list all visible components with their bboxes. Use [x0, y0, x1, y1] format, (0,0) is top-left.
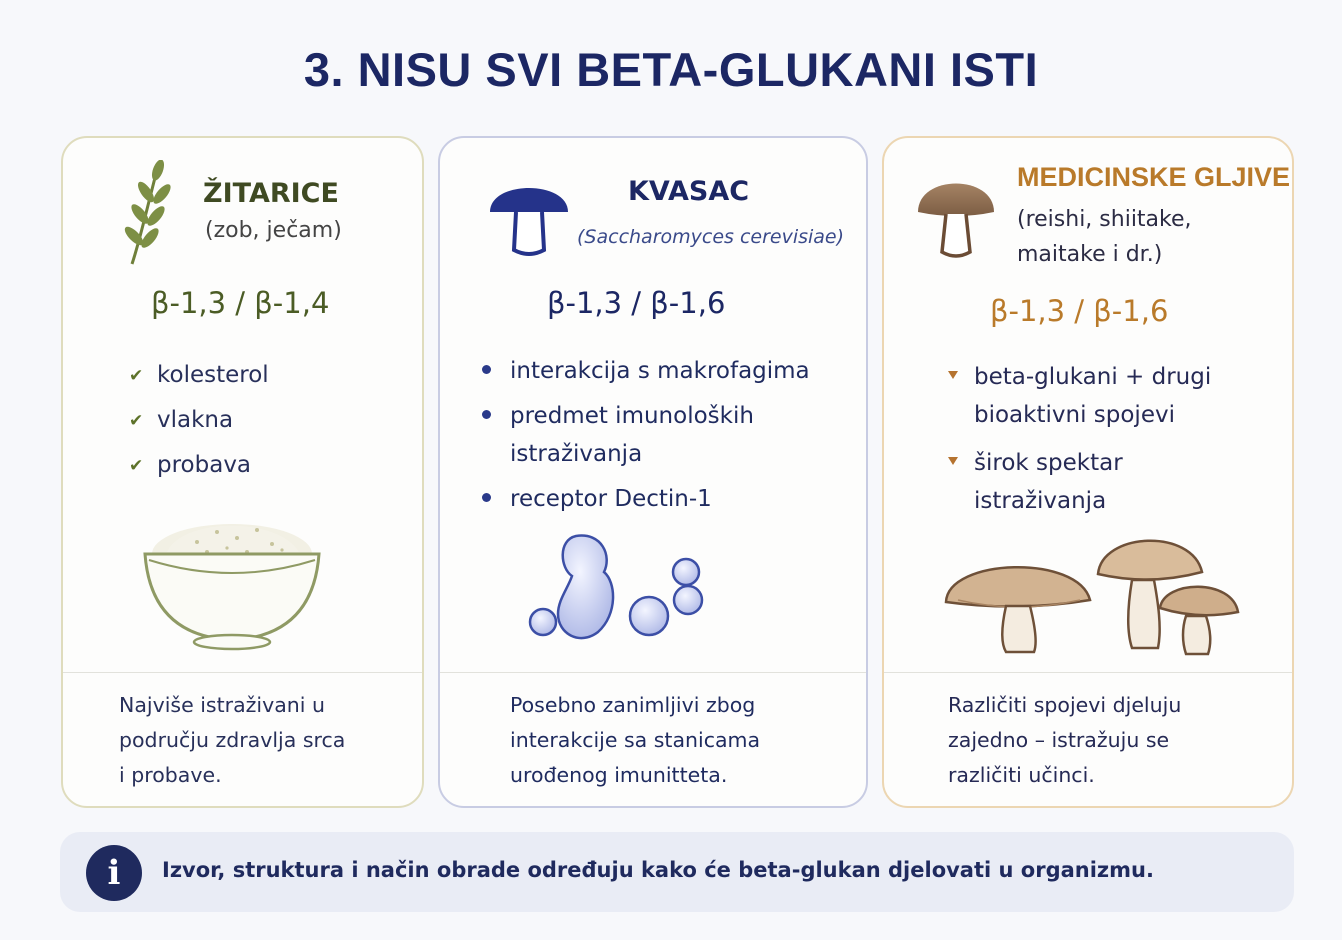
card-title: KVASAC [628, 176, 750, 207]
oat-bowl-illustration [137, 508, 327, 656]
card-yeast [438, 136, 868, 808]
list-item: receptor Dectin-1 [482, 480, 842, 518]
check-icon: ✔ [129, 411, 144, 431]
bullet-dot [482, 410, 491, 419]
check-icon: ✔ [129, 366, 144, 386]
card-divider [440, 672, 866, 673]
card-subtitle: (Saccharomyces cerevisiae) [577, 226, 845, 248]
card-note: Različiti spojevi djeluju zajedno – istražuju se različiti učinci. [948, 693, 1182, 787]
card-cereals [61, 136, 424, 808]
property-list [946, 358, 1266, 530]
card-note: Posebno zanimljivi zbog interakcije sa stanicama urođenog imunitteta. [510, 693, 761, 787]
card-divider [63, 672, 422, 673]
list-item: ✔ probava [129, 446, 409, 484]
glycosidic-linkage: β-1,3 / β-1,4 [151, 286, 330, 320]
card-medicinal-mushrooms [882, 136, 1294, 808]
glycosidic-linkage: β-1,3 / β-1,6 [990, 294, 1169, 328]
yeast-cells-illustration [524, 530, 724, 648]
property-list [482, 352, 842, 525]
list-item: širok spektar istraživanja [946, 444, 1266, 520]
card-subtitle: (reishi, shiitake, maitake i dr.) [1017, 207, 1192, 267]
info-icon: i [86, 845, 142, 901]
bullet-dot [482, 493, 491, 502]
wheat-icon [118, 160, 178, 268]
card-title: ŽITARICE [203, 178, 339, 209]
list-item: beta-glukani + drugi bioaktivni spojevi [946, 358, 1266, 434]
property-list [129, 356, 409, 491]
medicinal-mushrooms-illustration [942, 524, 1242, 660]
mushroom-icon [486, 168, 572, 258]
list-item: predmet imunoloških istraživanja [482, 397, 842, 473]
bullet-triangle [948, 371, 958, 379]
list-item: ✔ kolesterol [129, 356, 409, 394]
bullet-triangle [948, 457, 958, 465]
glycosidic-linkage: β-1,3 / β-1,6 [547, 286, 726, 320]
info-text: Izvor, struktura i način obrade određuju kako će beta-glukan djelovati u organizmu. [162, 858, 1154, 882]
list-item: interakcija s makrofagima [482, 352, 842, 390]
check-icon: ✔ [129, 456, 144, 476]
page-title: 3. NISU SVI BETA-GLUKANI ISTI [303, 43, 1039, 96]
info-bar [60, 832, 1294, 912]
bullet-dot [482, 365, 491, 374]
card-note: Najviše istraživani u području zdravlja srca i probave. [119, 693, 346, 787]
card-subtitle: (zob, ječam) [205, 218, 342, 243]
mushroom-icon [916, 168, 996, 258]
list-item: ✔ vlakna [129, 401, 409, 439]
card-title: MEDICINSKE GLJIVE [1017, 162, 1291, 192]
card-divider [884, 672, 1292, 673]
